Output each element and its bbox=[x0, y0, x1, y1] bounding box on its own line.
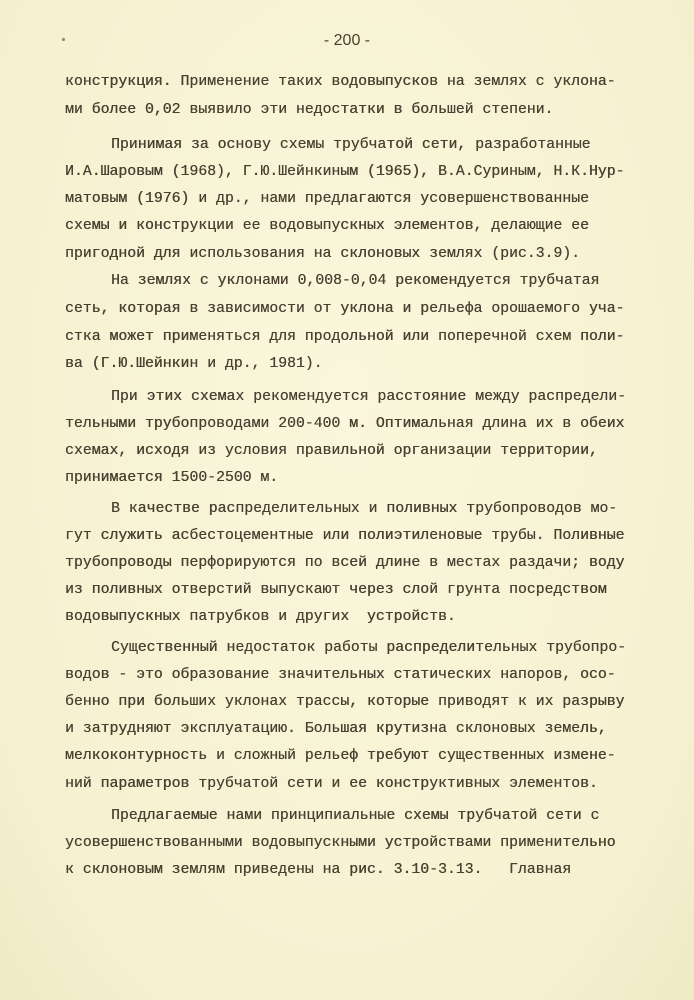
text-line: В качестве распределительных и поливных трубопроводов мо- bbox=[111, 501, 618, 517]
text-line: И.А.Шаровым (1968), Г.Ю.Шейнкиным (1965), В.А.Суриным, Н.К.Нур- bbox=[65, 164, 625, 180]
text-line: На землях с уклонами 0,008-0,04 рекомендуется трубчатая bbox=[111, 273, 600, 289]
text-line: сеть, которая в зависимости от уклона и рельефа орошаемого уча- bbox=[65, 301, 625, 317]
text-line: мелкоконтурность и сложный рельеф требуют существенных измене- bbox=[65, 748, 616, 764]
text-line: водов - это образование значительных статических напоров, осо- bbox=[65, 667, 616, 683]
text-line: ний параметров трубчатой сети и ее конструктивных элементов. bbox=[65, 776, 598, 792]
page-number: - 200 - bbox=[323, 32, 371, 49]
text-line: бенно при больших уклонах трассы, которые приводят к их разрыву bbox=[65, 694, 625, 710]
text-line: стка может применяться для продольной или поперечной схем поли- bbox=[65, 329, 625, 345]
text-line: схемы и конструкции ее водовыпускных элементов, делающие ее bbox=[65, 218, 589, 234]
text-line: к склоновым землям приведены на рис. 3.10-3.13. Главная bbox=[65, 862, 572, 878]
text-line: из поливных отверстий выпускают через слой грунта посредством bbox=[65, 582, 607, 598]
text-line: Принимая за основу схемы трубчатой сети, разработанные bbox=[111, 137, 591, 153]
text-line: Существенный недостаток работы распределительных трубопро- bbox=[111, 640, 627, 656]
text-line: ми более 0,02 выявило эти недостатки в большей степени. bbox=[65, 102, 554, 118]
text-line: Предлагаемые нами принципиальные схемы трубчатой сети с bbox=[111, 808, 600, 824]
text-line: трубопроводы перфорируются по всей длине в местах раздачи; воду bbox=[65, 555, 625, 571]
text-line: пригодной для использования на склоновых землях (рис.3.9). bbox=[65, 246, 581, 262]
text-line: усовершенствованными водовыпускными устройствами применительно bbox=[65, 835, 616, 851]
text-line: При этих схемах рекомендуется расстояние между распредели- bbox=[111, 389, 627, 405]
text-line: матовым (1976) и др., нами предлагаются усовершенствованные bbox=[65, 191, 589, 207]
text-line: принимается 1500-2500 м. bbox=[65, 470, 279, 486]
text-line: ва (Г.Ю.Шейнкин и др., 1981). bbox=[65, 356, 323, 372]
text-line: схемах, исходя из условия правильной организации территории, bbox=[65, 443, 598, 459]
text-line: водовыпускных патрубков и других устройств. bbox=[65, 609, 456, 625]
text-line: конструкция. Применение таких водовыпусков на землях с уклона- bbox=[65, 74, 616, 90]
text-line: и затрудняют эксплуатацию. Большая крутизна склоновых земель, bbox=[65, 721, 607, 737]
text-line: тельными трубопроводами 200-400 м. Оптимальная длина их в обеих bbox=[65, 416, 625, 432]
text-line: гут служить асбестоцементные или полиэтиленовые трубы. Поливные bbox=[65, 528, 625, 544]
